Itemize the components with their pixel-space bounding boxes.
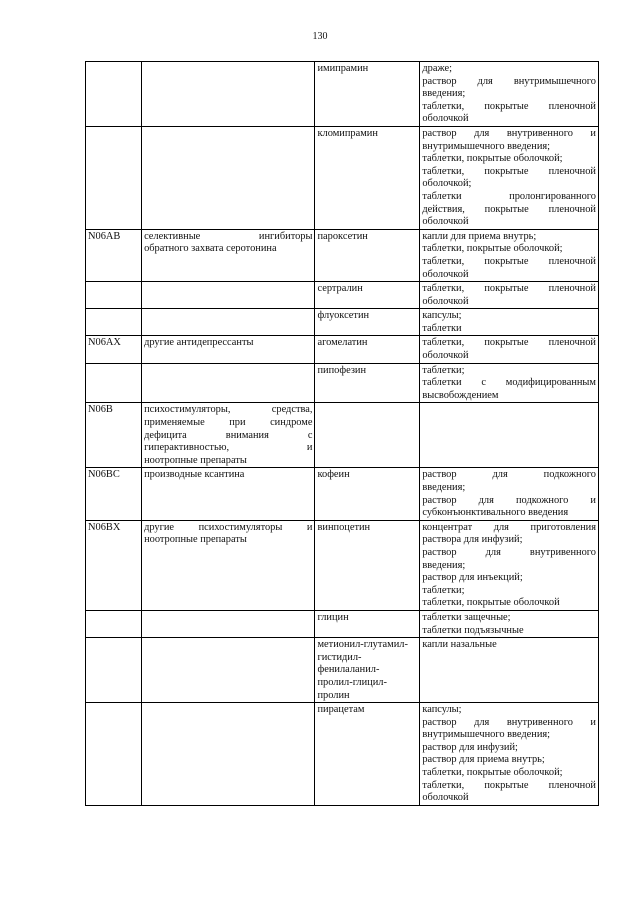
dosage-form-cell bbox=[420, 403, 599, 468]
anatomical-therapeutic-group-cell bbox=[142, 309, 315, 336]
dosage-form-line: раствор для инфузий; bbox=[422, 741, 518, 753]
dosage-form-line: введения; bbox=[422, 559, 466, 571]
drug-name-line: гистидил- bbox=[317, 651, 362, 663]
dosage-form-cell bbox=[420, 703, 599, 806]
drug-name-line: метионил-глутамил- bbox=[317, 639, 408, 651]
drug-name-cell bbox=[315, 703, 420, 806]
dosage-form-line: раствор для внутримышечного bbox=[422, 75, 596, 87]
dosage-form-line: оболочкой bbox=[422, 113, 469, 125]
group-text-line: производные ксантина bbox=[144, 469, 245, 481]
atc-code-cell bbox=[86, 520, 142, 610]
dosage-form-cell bbox=[420, 282, 599, 309]
drug-name-line: пипофезин bbox=[317, 364, 367, 376]
dosage-form-line: оболочкой bbox=[422, 268, 469, 280]
drug-name-cell bbox=[315, 126, 420, 229]
dosage-form-line: раствор для инъекций; bbox=[422, 572, 523, 584]
anatomical-therapeutic-group-cell bbox=[142, 363, 315, 403]
drug-name-line: агомелатин bbox=[317, 337, 368, 349]
drug-name-line: пролин bbox=[317, 689, 350, 701]
atc-code: N06AX bbox=[88, 337, 121, 349]
drug-name-cell bbox=[315, 468, 420, 520]
group-text-line: селективные ингибиторы bbox=[144, 230, 313, 242]
group-text-line: ноотропные препараты bbox=[144, 454, 247, 466]
dosage-form-cell bbox=[420, 126, 599, 229]
atc-code: N06B bbox=[88, 404, 113, 416]
drug-name-cell bbox=[315, 282, 420, 309]
atc-code-cell bbox=[86, 703, 142, 806]
anatomical-therapeutic-group-cell bbox=[142, 336, 315, 363]
dosage-form-line: раствор для подкожного bbox=[422, 469, 596, 481]
table-row bbox=[86, 126, 599, 229]
dosage-form-line: раствор для подкожного и bbox=[422, 494, 596, 506]
drug-name-line: пролил-глицил- bbox=[317, 676, 387, 688]
dosage-form-line: оболочкой bbox=[422, 350, 469, 362]
table-row bbox=[86, 229, 599, 281]
atc-code-cell bbox=[86, 363, 142, 403]
atc-code: N06AB bbox=[88, 230, 121, 242]
drug-name-line: глицин bbox=[317, 611, 349, 623]
dosage-form-line: раствор для внутривенного и bbox=[422, 716, 596, 728]
drug-name-cell bbox=[315, 229, 420, 281]
table-row bbox=[86, 468, 599, 520]
atc-code-cell bbox=[86, 468, 142, 520]
drug-name-line: пароксетин bbox=[317, 230, 368, 242]
anatomical-therapeutic-group-cell bbox=[142, 62, 315, 127]
drug-name-line: фенилаланил- bbox=[317, 664, 380, 676]
dosage-form-line: введения; bbox=[422, 482, 466, 493]
table-row bbox=[86, 336, 599, 363]
dosage-form-cell bbox=[420, 468, 599, 520]
dosage-form-line: таблетки защечные; bbox=[422, 611, 511, 623]
atc-code-cell bbox=[86, 309, 142, 336]
drug-classification-table bbox=[85, 61, 599, 806]
drug-name-cell bbox=[315, 309, 420, 336]
dosage-form-line: оболочкой bbox=[422, 216, 469, 228]
atc-code-cell bbox=[86, 126, 142, 229]
dosage-form-line: капли для приема внутрь; bbox=[422, 230, 537, 242]
table-row bbox=[86, 703, 599, 806]
dosage-form-line: внутримышечного введения; bbox=[422, 140, 551, 152]
dosage-form-line: таблетки, покрытые пленочной bbox=[422, 255, 596, 267]
anatomical-therapeutic-group-cell bbox=[142, 520, 315, 610]
dosage-form-line: оболочкой; bbox=[422, 178, 472, 190]
drug-name-cell bbox=[315, 610, 420, 637]
group-text-line: применяемые при синдроме bbox=[144, 417, 313, 429]
dosage-form-line: раствор для внутривенного bbox=[422, 546, 596, 558]
page-number: 130 bbox=[312, 31, 328, 42]
dosage-form-line: оболочкой bbox=[422, 792, 469, 804]
dosage-form-line: таблетки подъязычные bbox=[422, 624, 524, 636]
drug-name-line: кломипрамин bbox=[317, 127, 378, 139]
dosage-form-line: раствор для приема внутрь; bbox=[422, 754, 545, 766]
group-text-line: дефицита внимания с bbox=[144, 429, 313, 441]
anatomical-therapeutic-group-cell bbox=[142, 638, 315, 703]
dosage-form-line: таблетки, покрытые оболочкой; bbox=[422, 767, 563, 779]
anatomical-therapeutic-group-cell bbox=[142, 126, 315, 229]
dosage-form-cell bbox=[420, 610, 599, 637]
atc-code-cell bbox=[86, 638, 142, 703]
drug-name-line: пирацетам bbox=[317, 704, 365, 716]
anatomical-therapeutic-group-cell bbox=[142, 468, 315, 520]
dosage-form-cell bbox=[420, 520, 599, 610]
drug-name-line: винпоцетин bbox=[317, 521, 371, 533]
dosage-form-cell bbox=[420, 309, 599, 336]
table-row bbox=[86, 309, 599, 336]
dosage-form-line: драже; bbox=[422, 63, 452, 74]
atc-code-cell bbox=[86, 403, 142, 468]
dosage-form-cell bbox=[420, 336, 599, 363]
dosage-form-line: таблетки, покрытые пленочной bbox=[422, 165, 596, 177]
atc-code-cell bbox=[86, 610, 142, 637]
dosage-form-cell bbox=[420, 638, 599, 703]
anatomical-therapeutic-group-cell bbox=[142, 610, 315, 637]
dosage-form-line: таблетки, покрытые пленочной bbox=[422, 283, 596, 295]
dosage-form-line: внутримышечного введения; bbox=[422, 729, 551, 741]
dosage-form-cell bbox=[420, 363, 599, 403]
table-row bbox=[86, 610, 599, 637]
table-row bbox=[86, 62, 599, 127]
atc-code-cell bbox=[86, 229, 142, 281]
dosage-form-line: капсулы; bbox=[422, 310, 462, 322]
drug-name-cell bbox=[315, 363, 420, 403]
dosage-form-line: таблетки, покрытые оболочкой bbox=[422, 597, 560, 609]
dosage-form-line: субконъюнктивального введения bbox=[422, 507, 569, 519]
atc-code-cell bbox=[86, 282, 142, 309]
drug-name-line: сертралин bbox=[317, 283, 363, 295]
group-text-line: другие психостимуляторы и bbox=[144, 521, 313, 533]
atc-code: N06BC bbox=[88, 469, 120, 481]
anatomical-therapeutic-group-cell bbox=[142, 229, 315, 281]
anatomical-therapeutic-group-cell bbox=[142, 282, 315, 309]
group-text-line: ноотропные препараты bbox=[144, 534, 247, 546]
dosage-form-line: капсулы; bbox=[422, 704, 462, 716]
table-row bbox=[86, 363, 599, 403]
atc-code-cell bbox=[86, 62, 142, 127]
table-row bbox=[86, 638, 599, 703]
dosage-form-line: таблетки, покрытые пленочной bbox=[422, 100, 596, 112]
dosage-form-line: таблетки bbox=[422, 322, 462, 334]
dosage-form-cell bbox=[420, 62, 599, 127]
dosage-form-line: таблетки с модифицированным bbox=[422, 377, 596, 389]
dosage-form-line: высвобождением bbox=[422, 389, 499, 401]
drug-name-line: флуоксетин bbox=[317, 310, 370, 322]
dosage-form-line: таблетки; bbox=[422, 584, 465, 596]
dosage-form-cell bbox=[420, 229, 599, 281]
group-text-line: гиперактивностью, и bbox=[144, 442, 313, 454]
drug-name-line: кофеин bbox=[317, 469, 350, 481]
dosage-form-line: таблетки; bbox=[422, 364, 465, 376]
drug-name-cell bbox=[315, 638, 420, 703]
drug-name-cell bbox=[315, 520, 420, 610]
dosage-form-line: таблетки, покрытые оболочкой; bbox=[422, 153, 563, 165]
dosage-form-line: концентрат для приготовления bbox=[422, 521, 596, 533]
group-text-line: другие антидепрессанты bbox=[144, 337, 254, 349]
atc-code-cell bbox=[86, 336, 142, 363]
table-row bbox=[86, 403, 599, 468]
atc-code: N06BX bbox=[88, 521, 121, 533]
dosage-form-line: капли назальные bbox=[422, 639, 497, 651]
anatomical-therapeutic-group-cell bbox=[142, 403, 315, 468]
drug-name-line: имипрамин bbox=[317, 63, 369, 74]
anatomical-therapeutic-group-cell bbox=[142, 703, 315, 806]
dosage-form-line: раствора для инфузий; bbox=[422, 534, 523, 546]
table-row bbox=[86, 520, 599, 610]
dosage-form-line: таблетки пролонгированного bbox=[422, 190, 596, 202]
dosage-form-line: таблетки, покрытые пленочной bbox=[422, 337, 596, 349]
dosage-form-line: раствор для внутривенного и bbox=[422, 127, 596, 139]
group-text-line: психостимуляторы, средства, bbox=[144, 404, 313, 416]
dosage-form-line: таблетки, покрытые оболочкой; bbox=[422, 243, 563, 255]
dosage-form-line: действия, покрытые пленочной bbox=[422, 203, 596, 215]
table-row bbox=[86, 282, 599, 309]
drug-name-cell bbox=[315, 336, 420, 363]
dosage-form-line: таблетки, покрытые пленочной bbox=[422, 779, 596, 791]
drug-name-cell bbox=[315, 403, 420, 468]
dosage-form-line: оболочкой bbox=[422, 295, 469, 307]
dosage-form-line: введения; bbox=[422, 88, 466, 100]
drug-name-cell bbox=[315, 62, 420, 127]
group-text-line: обратного захвата серотонина bbox=[144, 243, 277, 255]
